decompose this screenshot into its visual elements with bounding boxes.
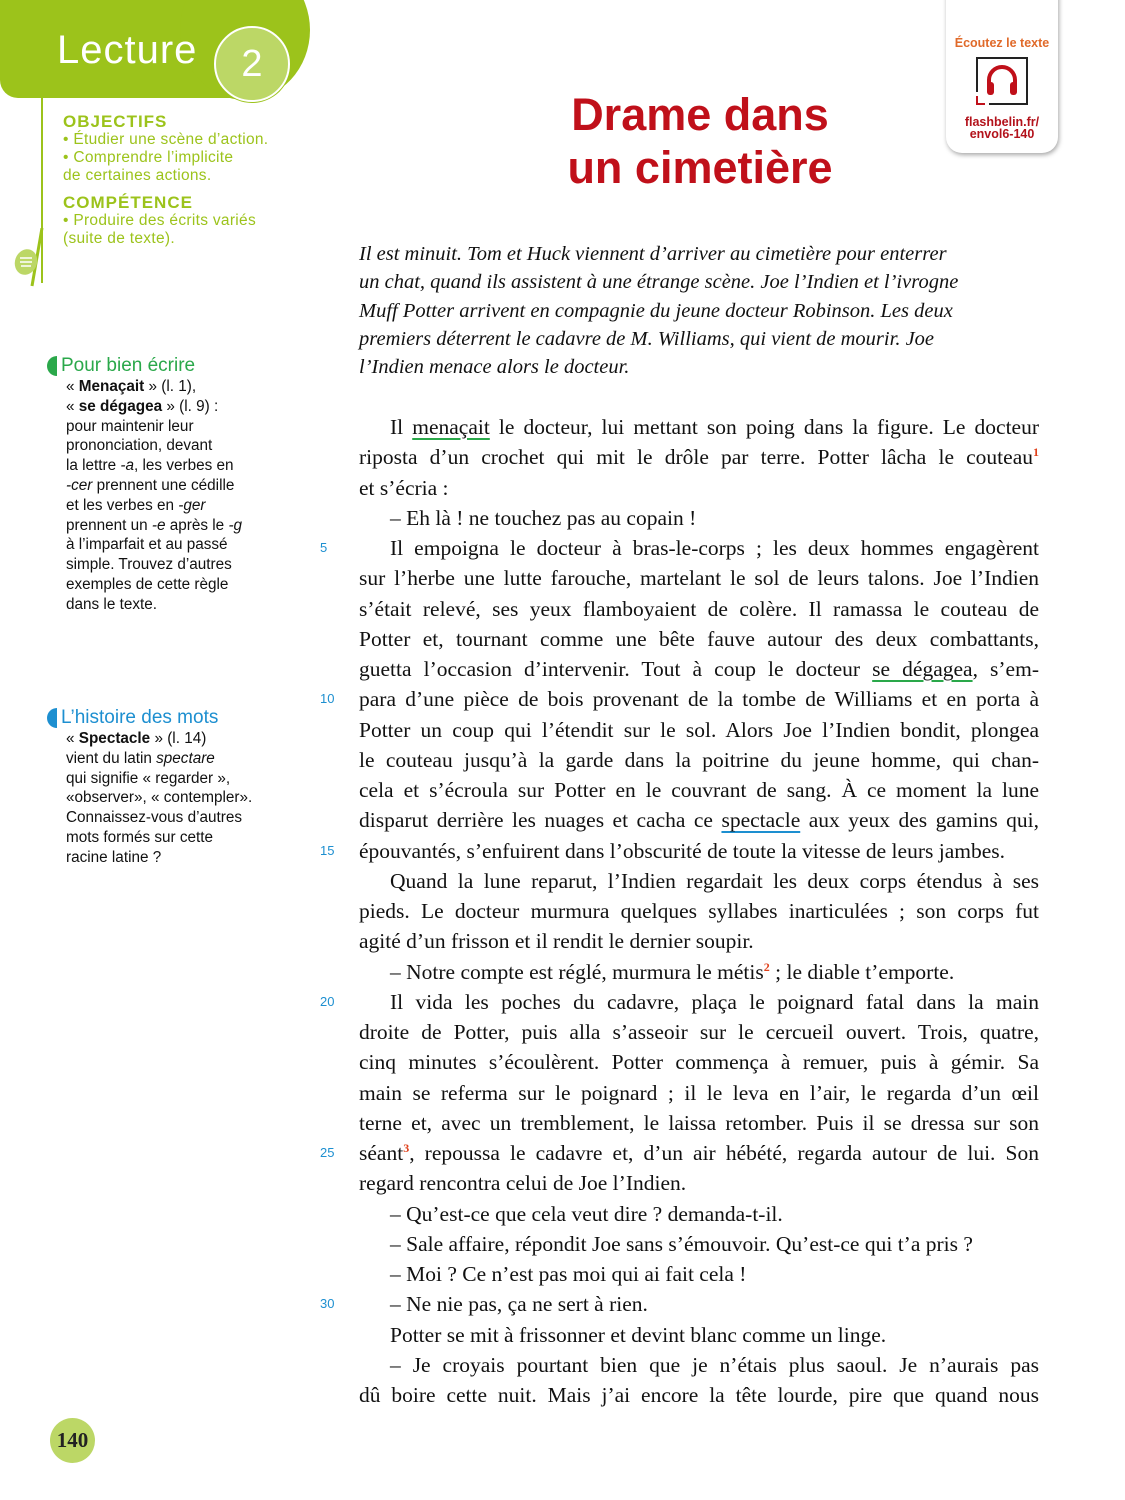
text-run: – Je croyais pourtant bien que je n’étais plus saoul. Je n’aurais pas — [390, 1352, 1039, 1377]
box-line — [66, 595, 267, 615]
text-line — [359, 473, 1039, 503]
text-run: à l’imparfait et au passé — [66, 536, 228, 554]
text-run: aux yeux des gamins qui, — [800, 808, 1039, 833]
box-line — [66, 808, 267, 828]
text-run: séant — [359, 1141, 404, 1165]
box-line — [66, 436, 267, 456]
audio-url[interactable]: flashbelin.fr/ envol6-140 — [964, 115, 1040, 141]
music-note-icon — [12, 228, 52, 293]
writing-tip-body — [66, 377, 267, 615]
text-line — [359, 624, 1039, 654]
text-run: la lettre — [66, 457, 121, 475]
text-run: et s’écria : — [359, 475, 449, 500]
text-run: » (l. 9) : — [162, 397, 219, 415]
word-history-box — [47, 707, 267, 868]
text-run: Potter et, tournant comme une bête fauve autour des deux combattants, — [359, 626, 1039, 651]
skill-heading: COMPÉTENCE — [63, 193, 193, 212]
box-line — [66, 828, 267, 848]
word-history-body — [66, 729, 267, 868]
text-run: , repoussa le cadavre et, d’un air hébété, regarda autour de lui. Son — [409, 1141, 1039, 1165]
tab-marker-icon — [47, 708, 57, 728]
text-run: «observer», « contempler». — [66, 789, 253, 807]
text-run: -a — [120, 457, 135, 475]
story-text — [320, 412, 1039, 1410]
text-line — [359, 412, 1039, 442]
objective-item: de certaines actions. — [63, 167, 212, 184]
text-run: guetta l’occasion d’intervenir. Tout à coup le docteur — [359, 657, 873, 681]
text-run: Connaissez-vous d’autres — [66, 809, 243, 827]
text-run: pieds. Le docteur murmura quelques syllabes inarticulées ; son corps fut — [359, 899, 1039, 923]
objectives-panel — [63, 113, 268, 248]
lesson-number-badge: 2 — [214, 26, 290, 102]
text-run: qui signifie « regarder », — [66, 769, 231, 787]
text-line — [320, 836, 1039, 866]
box-line — [66, 377, 267, 397]
text-run: « — [66, 397, 79, 415]
text-run: – Eh là ! ne touchez pas au copain ! — [390, 505, 697, 530]
page-title: Drame dans un cimetière — [567, 89, 833, 193]
text-run: agité d’un frisson et il rendit le dernier soupir. — [359, 929, 754, 954]
text-line — [359, 1168, 1039, 1198]
text-line — [359, 1017, 1039, 1047]
objective-item: • Étudier une scène d’action. — [63, 131, 269, 148]
text-run: – Moi ? Ce n’est pas moi qui ai fait cela ! — [390, 1262, 747, 1286]
text-run: vient du latin — [66, 749, 157, 767]
page-number: 140 — [50, 1418, 95, 1463]
text-run: droite de Potter, puis alla s’asseoir sur le cercueil ouvert. Trois, quatre, — [359, 1020, 1039, 1044]
box-line — [66, 788, 267, 808]
line-number: 20 — [320, 993, 335, 1009]
text-run: para d’une pièce de bois provenant de la tombe de Williams et en porta à — [359, 687, 1039, 712]
box-line — [66, 516, 267, 536]
writing-tip-heading: Pour bien écrire — [61, 355, 196, 376]
text-line — [359, 1320, 1039, 1350]
text-line — [359, 1259, 1039, 1289]
text-run: Il empoigna le docteur à bras-le-corps ; les deux hommes engagèrent — [390, 536, 1039, 560]
text-run: – Ne nie pas, ça ne sert à rien. — [390, 1292, 648, 1317]
text-line — [359, 715, 1039, 745]
objectives-heading: OBJECTIFS — [63, 112, 168, 131]
text-run: cela et s’écroula sur Potter en le couvrant de sang. À ce moment la lune — [359, 778, 1039, 802]
text-line — [359, 775, 1039, 805]
box-line — [66, 417, 267, 437]
text-line — [359, 926, 1039, 956]
text-run: prononciation, devant — [66, 437, 213, 455]
text-line — [359, 896, 1039, 926]
skill-item: • Produire des écrits variés — [63, 212, 257, 229]
text-line — [359, 1078, 1039, 1108]
text-run: , s’em- — [972, 657, 1039, 681]
text-line — [359, 594, 1039, 624]
box-line — [66, 397, 267, 417]
text-line — [359, 745, 1039, 775]
box-line — [66, 848, 267, 868]
box-line — [66, 769, 267, 789]
text-run: « — [66, 730, 79, 747]
text-run: Menaçait — [78, 378, 145, 395]
text-run: -e — [151, 516, 166, 534]
text-line — [320, 1138, 1039, 1168]
text-run: disparut derrière les nuages et cacha ce — [359, 808, 722, 833]
footnote-ref[interactable]: 1 — [1033, 445, 1039, 460]
text-run: s’était relevé, ses yeux flamboyaient de colère. Il ramassa le couteau de — [359, 596, 1039, 621]
text-run: Il vida les poches du cadavre, plaça le poignard fatal dans la main — [390, 989, 1039, 1014]
box-line — [66, 729, 267, 749]
text-run: » (l. 1), — [144, 378, 197, 395]
text-run: épouvantés, s’enfuirent dans l’obscurité de toute la vitesse de leurs jambes. — [359, 838, 1005, 863]
box-line — [66, 535, 267, 555]
text-run: se dégagea — [78, 397, 163, 415]
text-run: Potter se mit à frissonner et devint blanc comme un linge. — [390, 1322, 887, 1347]
text-run: mots formés sur cette — [66, 828, 214, 846]
text-run: – Qu’est-ce que cela veut dire ? demanda-t-il. — [390, 1201, 783, 1226]
text-run: Quand la lune reparut, l’Indien regardait les deux corps étendus à ses — [390, 868, 1039, 893]
text-line — [359, 1380, 1039, 1410]
text-run: sur l’herbe une lutte farouche, martelant le sol de leurs talons. Joe l’Indien — [359, 566, 1039, 591]
text-run: Potter un coup qui l’étendit sur le sol. Alors Joe l’Indien bondit, plongea — [359, 717, 1039, 742]
text-line — [359, 1350, 1039, 1380]
text-run: -cer — [66, 476, 93, 494]
text-run: et les verbes en — [66, 496, 179, 514]
line-number: 5 — [320, 540, 328, 555]
text-line — [359, 654, 1039, 684]
text-run: racine latine ? — [66, 848, 162, 866]
writing-tip-box — [47, 355, 267, 615]
footnote-ref[interactable]: 3 — [403, 1140, 410, 1155]
text-run: exemples de cette règle — [66, 575, 229, 593]
box-line — [66, 555, 267, 575]
line-number: 10 — [320, 691, 335, 707]
text-run: – Notre compte est réglé, murmura le métis — [390, 959, 764, 984]
text-run: » (l. 14) — [150, 730, 207, 747]
intro-paragraph: Il est minuit. Tom et Huck viennent d’arriver au cimetière pour enterrer un chat, quand ils assistent à une étrange scène. Joe l’Indien et l’ivrogne Muff Potter arrivent en compagnie du jeune docteur Robinson. Les deux premiers déterrent le cadavre de M. Williams, qui vient de mourir. Joe l’Indien menace alors le docteur. — [359, 243, 959, 379]
text-run: « — [66, 378, 79, 395]
text-run: main se referma sur le poignard ; il le leva en l’air, le regarda d’un œil — [359, 1080, 1039, 1105]
objective-item: • Comprendre l’implicite — [63, 149, 234, 166]
text-run: simple. Trouvez d’autres — [66, 556, 232, 574]
text-line — [320, 987, 1039, 1017]
text-line — [359, 442, 1039, 472]
text-line — [359, 866, 1039, 896]
text-run: dans le texte. — [66, 595, 157, 613]
box-line — [66, 456, 267, 476]
text-run: , les verbes en — [134, 457, 234, 475]
text-run: spectare — [156, 749, 215, 767]
text-line — [320, 1289, 1039, 1319]
text-run: Il — [390, 415, 413, 439]
word-history-heading: L’histoire des mots — [61, 707, 219, 728]
text-run: après le — [165, 516, 229, 534]
audio-link-card[interactable] — [946, 0, 1058, 153]
glossed-word[interactable]: spectacle — [721, 808, 801, 833]
box-line — [66, 496, 267, 516]
line-number: 25 — [320, 1145, 335, 1160]
text-line — [359, 957, 1039, 987]
text-run: -g — [228, 516, 243, 534]
text-run: – Sale affaire, répondit Joe sans s’émouvoir. Qu’est-ce qui t’a pris ? — [390, 1231, 973, 1256]
glossed-word[interactable]: menaçait — [412, 415, 490, 439]
tab-marker-icon — [47, 356, 57, 376]
text-run: riposta d’un crochet qui mit le drôle par terre. Potter lâcha le couteau — [359, 445, 1033, 470]
text-run: dû boire cette nuit. Mais j’ai encore la tête lourde, pire que quand nous — [359, 1383, 1039, 1407]
section-title: Lecture — [57, 28, 198, 72]
text-line — [359, 1108, 1039, 1138]
text-run: prennent une cédille — [92, 476, 235, 494]
text-run: le docteur, lui mettant son poing dans la figure. Le docteur — [489, 415, 1039, 439]
headphones-icon[interactable] — [975, 56, 1029, 111]
text-run: regard rencontra celui de Joe l’Indien. — [359, 1171, 687, 1196]
box-line — [66, 476, 267, 496]
glossed-word[interactable]: se dégagea — [872, 657, 973, 681]
text-run: le couteau jusqu’à la garde dans la poitrine du jeune homme, qui chan- — [359, 747, 1039, 772]
text-line — [359, 1047, 1039, 1077]
text-line — [320, 684, 1039, 714]
box-line — [66, 575, 267, 595]
text-line — [359, 563, 1039, 593]
text-line — [320, 533, 1039, 563]
skill-item: (suite de texte). — [63, 230, 175, 247]
line-number: 30 — [320, 1296, 335, 1312]
text-run: pour maintenir leur — [66, 417, 194, 435]
text-run: -ger — [178, 496, 206, 514]
audio-label: Écoutez le texte — [954, 36, 1050, 50]
text-line — [359, 805, 1039, 835]
text-run: ; le diable t’emporte. — [769, 959, 955, 984]
text-run: Spectacle — [78, 730, 151, 747]
footnote-ref[interactable]: 2 — [763, 959, 770, 974]
text-run: prennent un — [66, 516, 152, 534]
line-number: 15 — [320, 842, 335, 858]
text-run: terne et, avec un tremblement, le laissa retomber. Puis il se dressa sur son — [359, 1110, 1039, 1135]
text-run: cinq minutes s’écoulèrent. Potter commença à remuer, puis à gémir. Sa — [359, 1050, 1039, 1075]
text-line — [359, 503, 1039, 533]
text-line — [359, 1199, 1039, 1229]
box-line — [66, 749, 267, 769]
text-line — [359, 1229, 1039, 1259]
